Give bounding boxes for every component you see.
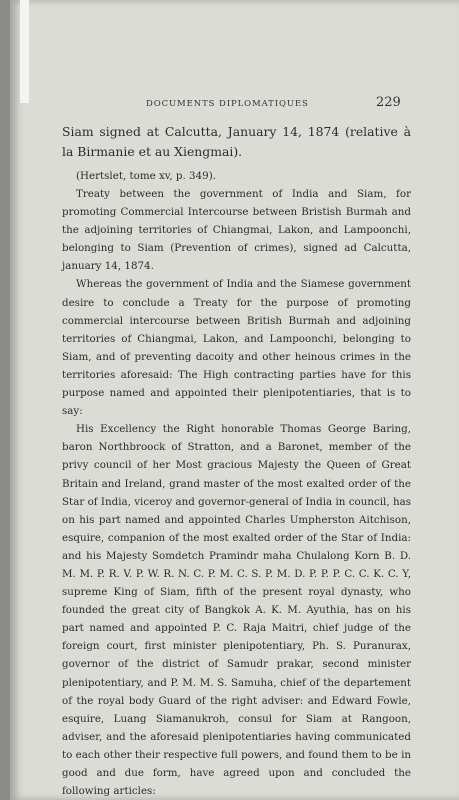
page-number: 229 (376, 95, 401, 110)
scan-edge (0, 0, 10, 800)
treaty-title: Siam signed at Calcutta, January 14, 1874 (relative à la Birmanie et au Xiengmai). (62, 124, 411, 159)
paragraph-plenipotentiaries: His Excellency the Right honorable Thomas George Baring, baron Northbroock of Stratton, and a Baronet, member of the privy council of her Most gracious Majesty the Queen of Great Britain and Ireland, grand master of the most exalted order of the Star of India, viceroy and governor-general of India in council, has on his part named and appointed Charles Umpherston Aitchison, esquire, companion of the most exalted order of the Star of India: and his Majesty Somdetch Pramindr maha Chulalong Korn B. D. M. M. P. R. V. P. W. R. N. C. P. M. C. S. P. M. D. P. P. P. C. C. K. C. Y, supreme King of Siam, fifth of the present royal dynasty, who founded the great city of Bangkok A. K. M. Ayuthia, has on his part named and appointed P. C. Raja Maitri, chief judge of the foreign court, first minister plenipotentiary, Ph. S. Puranurax, governor of the district of Samudr prakar, second minister plenipotentiary, and P. M. M. S. Samuha, chief of the departement of the royal body Guard of the right adviser: and Edward Fowle, esquire, Luang Siamanukroh, consul for Siam at Rangoon, adviser, and the aforesaid plenipotentiaries having communicated to each other their respective full powers, and found them to be in good and due form, have agreed upon and concluded the following articles: (62, 423, 411, 798)
paragraph-treaty-summary: Treaty between the government of India and Siam, for promoting Commercial Intercourse between Bristish Burmah and the adjoining territories of Chiangmai, Lakon, and Lampoonchi, belonging to Siam (Prevention of crimes), signed ad Calcutta, january 14, 1874. (62, 188, 411, 273)
running-head: DOCUMENTS DIPLOMATIQUES (146, 99, 309, 109)
scan-margin-strip (20, 0, 29, 103)
page-body (62, 122, 411, 800)
book-page (10, 0, 459, 800)
page-header (10, 95, 459, 115)
paragraph-preamble: Whereas the government of India and the Siamese government desire to conclude a Treaty for the purpose of promoting commercial intercourse between British Burmah and adjoining territories of Chiangmai, Lakon, and Lampoonchi, belonging to Siam, and of preventing dacoity and other heinous crimes in the territories aforesaid: The High contracting parties have for this purpose named and appointed their plenipotentiaries, that is to say: (62, 278, 411, 418)
source-reference: (Hertslet, tome xv, p. 349). (76, 170, 217, 182)
